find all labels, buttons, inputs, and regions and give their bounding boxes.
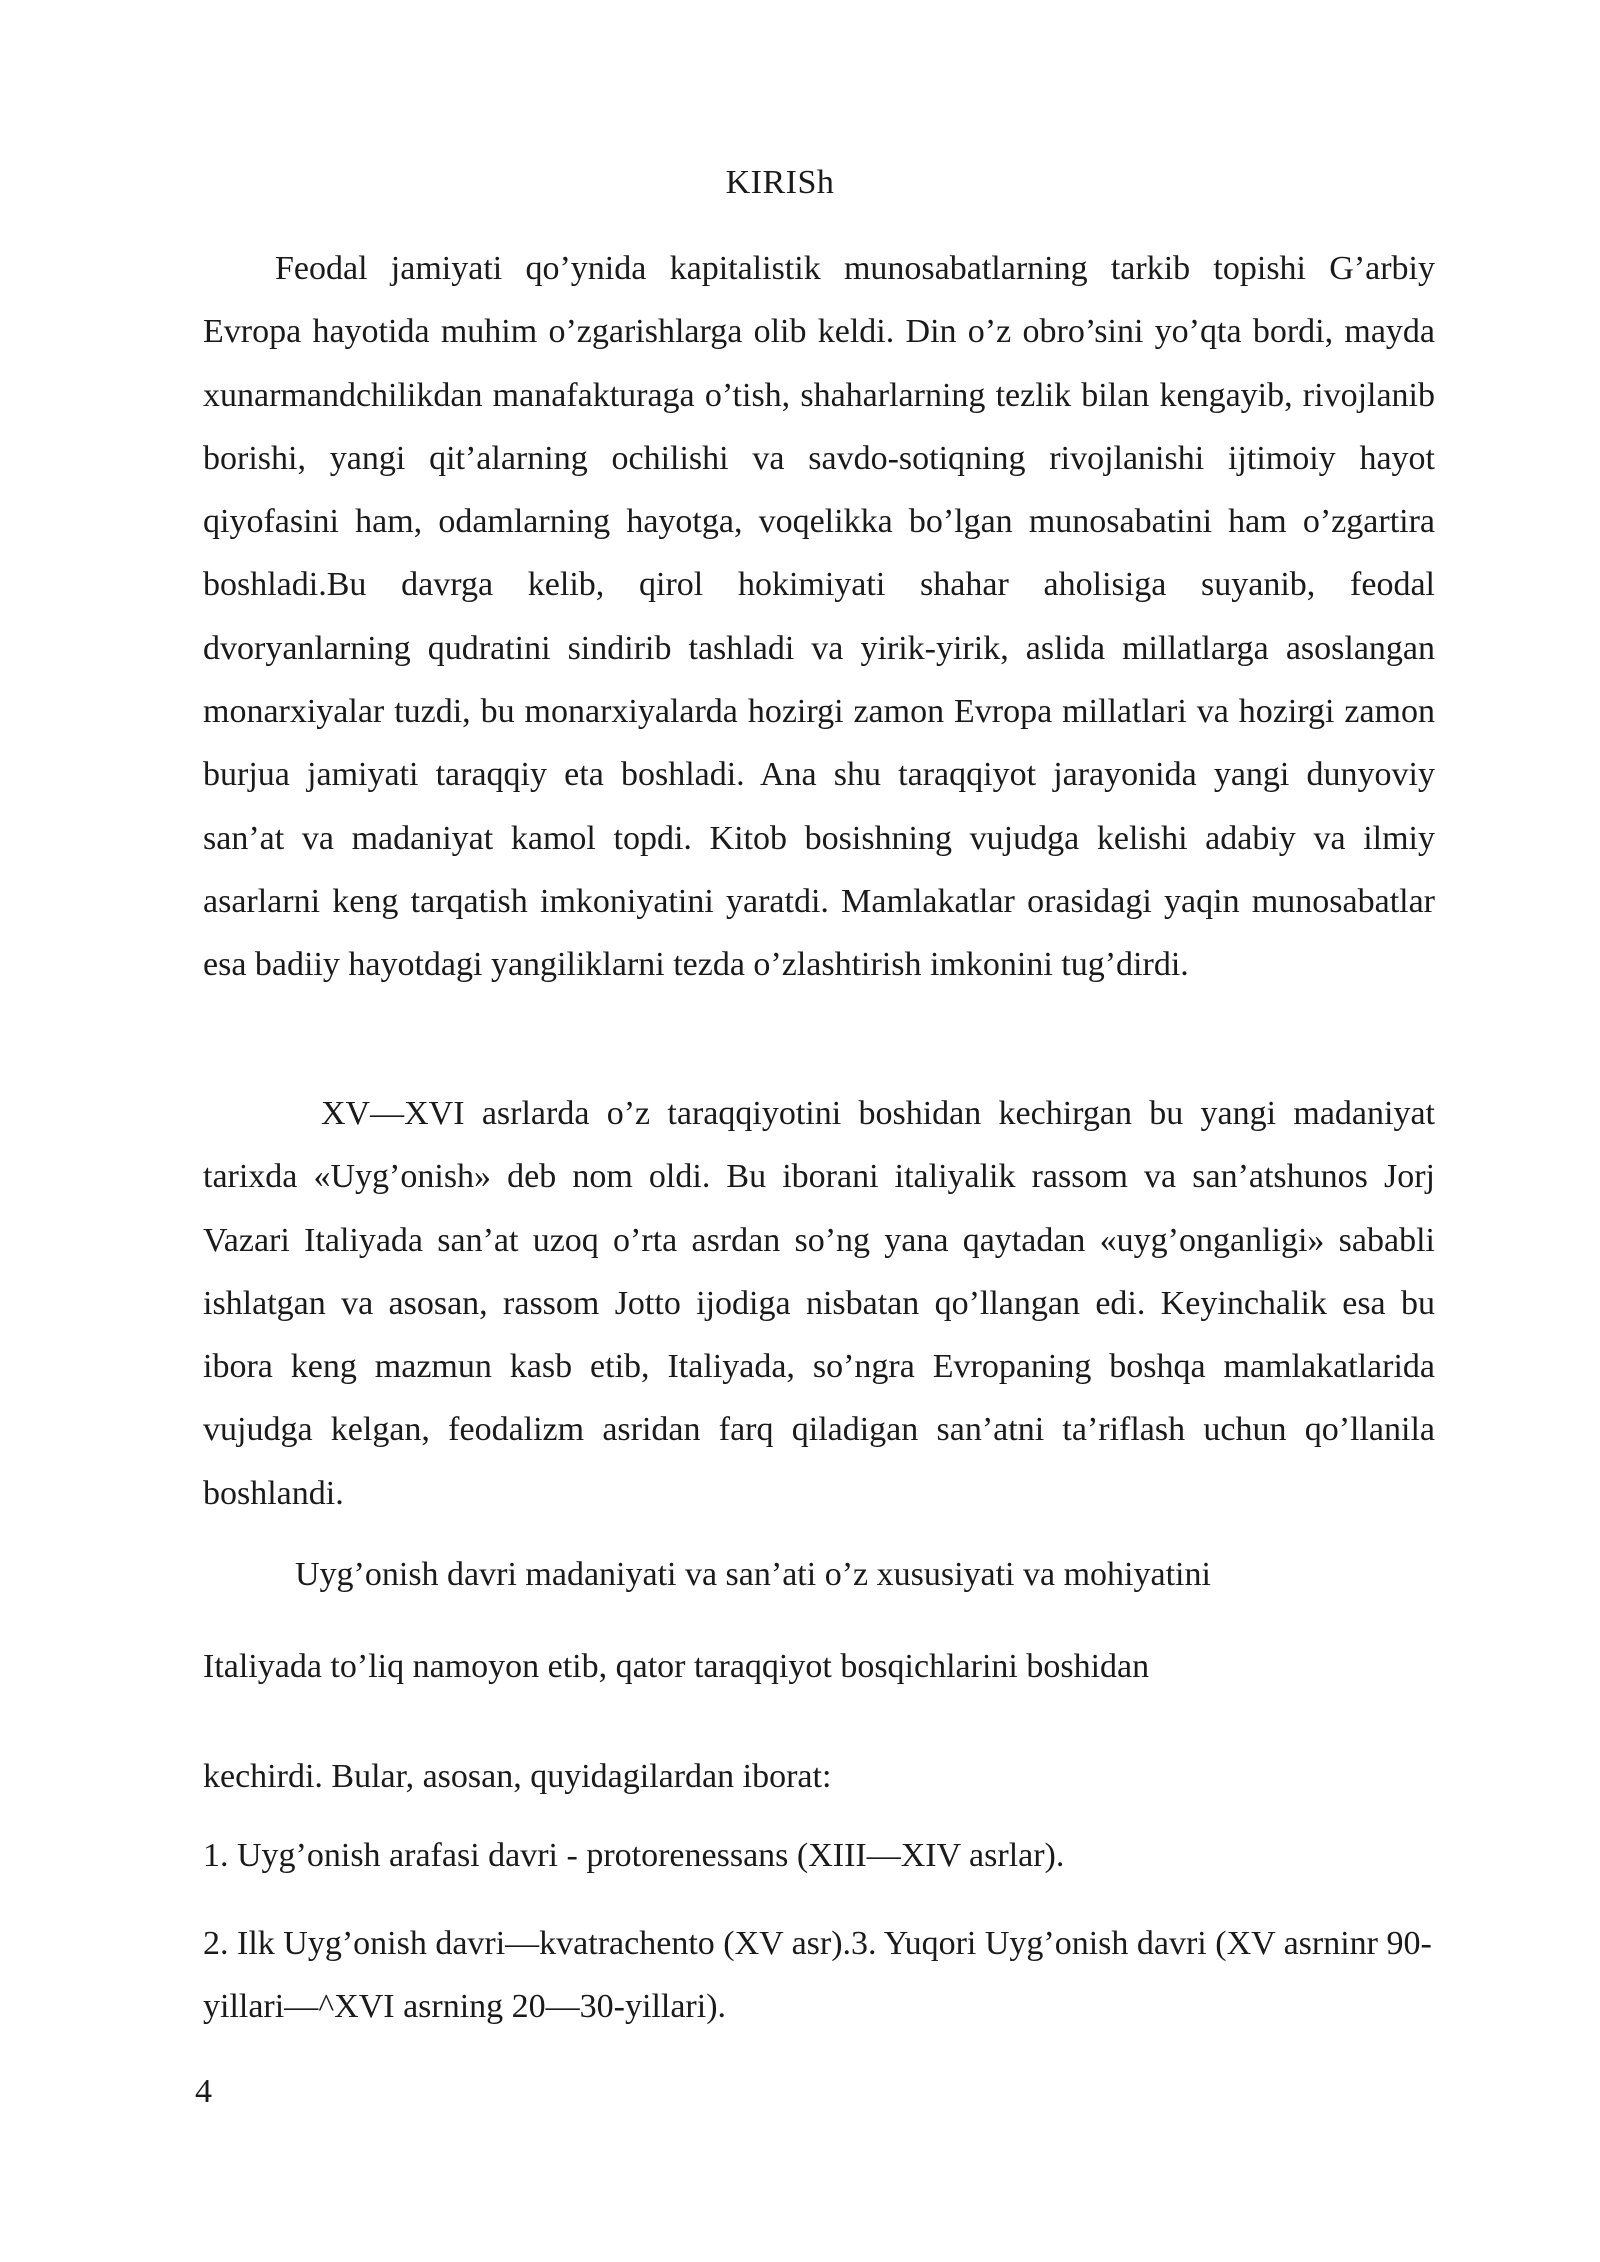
page-number: 4 xyxy=(195,2073,212,2110)
paragraph-renaissance: XV—XVI asrlarda o’z taraqqiyotini boshidan kechirgan bu yangi madaniyat tarixda «Uyg’onish» deb nom oldi. Bu iborani italiyalik rassom va san’atshunos Jorj Vazari Italiyada san’at uzoq o’rta asrdan so’ng yana qaytadan «uyg’onganligi» sababli ishlatgan va asosan, rassom Jotto ijodiga nisbatan qo’llangan edi. Keyinchalik esa bu ibora keng mazmun kasb etib, Italiyada, so’ngra Evropaning boshqa mamlakatlarida vujudga kelgan, feodalizm asridan farq qiladigan san’atni ta’riflash uchun qo’llanila boshlandi. xyxy=(203,1095,1435,1512)
list-item: 2. Ilk Uyg’onish davri—kvatrachento (XV asr).3. Yuqori Uyg’onish davri (XV asrninr 90-yillari—^XVI asrning 20—30-yillari). xyxy=(203,1925,1432,2026)
text-line: kechirdi. Bular, asosan, quyidagilardan iborat: xyxy=(203,1758,832,1795)
text-line: Uyg’onish davri madaniyati va san’ati o’z xususiyati va mohiyatini xyxy=(295,1556,1211,1593)
text-line: Italiyada to’liq namoyon etib, qator taraqqiyot bosqichlarini boshidan xyxy=(203,1648,1150,1685)
paragraph-intro: Feodal jamiyati qo’ynida kapitalistik munosabatlarning tarkib topishi G’arbiy Evropa hayotida muhim o’zgarishlarga olib keldi. Din o’z obro’sini yo’qta bordi, mayda xunarmandchilikdan manafakturaga o’tish, shaharlarning tezlik bilan kengayib, rivojlanib borishi, yangi qit’alarning ochilishi va savdo-sotiqning rivojlanishi ijtimoiy hayot qiyofasini ham, odamlarning hayotga, voqelikka bo’lgan munosabatini ham o’zgartira boshladi.Bu davrga kelib, qirol hokimiyati shahar aholisiga suyanib, feodal dvoryanlarning qudratini sindirib tashladi va yirik-yirik, aslida millatlarga asoslangan monarxiyalar tuzdi, bu monarxiyalarda hozirgi zamon Evropa millatlari va hozirgi zamon burjua jamiyati taraqqiy eta boshladi. Ana shu taraqqiyot jarayonida yangi dunyoviy san’at va madaniyat kamol topdi. Kitob bosishning vujudga kelishi adabiy va ilmiy asarlarni keng tarqatish imkoniyatini yaratdi. Mamlakatlar orasidagi yaqin munosabatlar esa badiiy hayotdagi yangiliklarni tezda o’zlashtirish imkonini tug’dirdi. xyxy=(203,250,1435,984)
list-item: 1. Uyg’onish arafasi davri - protorenessans (XIII—XIV asrlar). xyxy=(203,1837,1065,1874)
page-title: KIRISh xyxy=(725,164,835,201)
